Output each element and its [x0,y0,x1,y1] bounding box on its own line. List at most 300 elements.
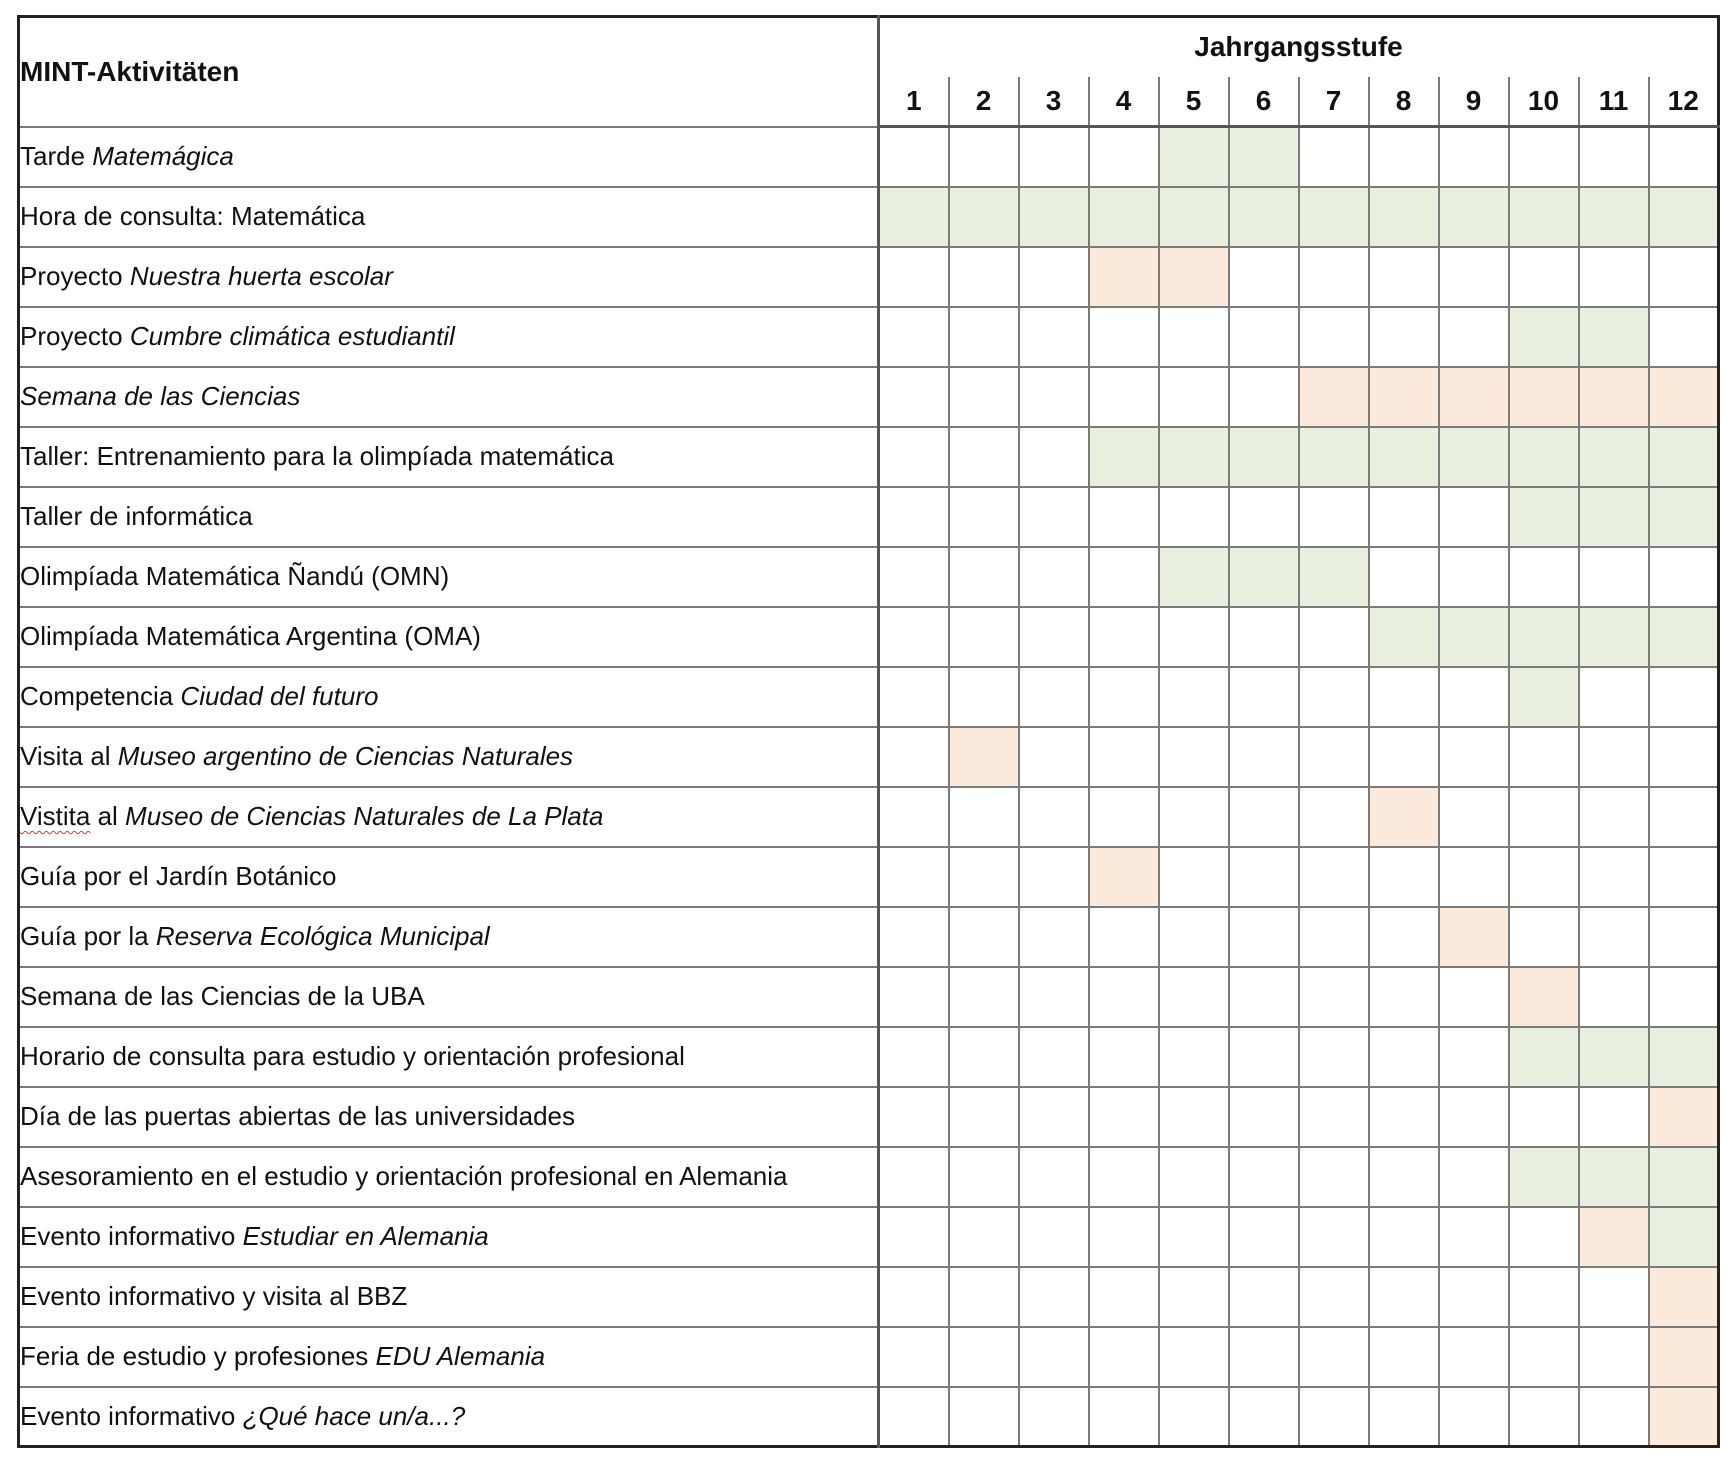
grade-cell-1 [879,487,949,547]
activity-label-italic: EDU Alemania [375,1341,546,1371]
grade-cell-3 [1019,787,1089,847]
grade-cell-5 [1159,1207,1229,1267]
grade-cell-9-green [1439,427,1509,487]
activity-label-italic: ¿Qué hace un/a...? [242,1400,466,1431]
grade-cell-11-green [1579,607,1649,667]
table-row [19,367,1719,427]
grade-cell-6 [1229,1147,1299,1207]
grade-cell-3 [1019,1267,1089,1327]
grade-cell-4 [1089,1327,1159,1387]
grade-cell-11-green [1579,487,1649,547]
grade-cell-3 [1019,127,1089,187]
grade-cell-5 [1159,1387,1229,1447]
activity-label-italic: Cumbre climática estudiantil [129,321,455,351]
activity-label [19,547,879,607]
grade-cell-2 [949,787,1019,847]
table-row [19,847,1719,907]
grade-cell-1 [879,1087,949,1147]
grade-cell-8-orange [1369,367,1439,427]
grade-group-header: Jahrgangsstufe [879,17,1719,77]
activity-label-italic: Museo de Ciencias Naturales de La Plata [125,801,604,831]
grade-cell-3 [1019,427,1089,487]
table-row [19,247,1719,307]
grade-cell-7 [1299,667,1369,727]
grade-cell-9 [1439,487,1509,547]
grade-cell-5 [1159,1027,1229,1087]
grade-cell-2 [949,247,1019,307]
activity-label-text: Guía por la [20,921,156,951]
grade-cell-3 [1019,667,1089,727]
activity-label [19,307,879,367]
mint-activities-table [17,15,1720,1448]
grade-cell-3 [1019,1387,1089,1447]
grade-cell-12-green [1649,1147,1719,1207]
activity-label [19,367,879,427]
grade-cell-7 [1299,1147,1369,1207]
grade-cell-1 [879,127,949,187]
activity-label [19,1387,879,1447]
grade-cell-9-green [1439,607,1509,667]
grade-cell-12 [1649,967,1719,1027]
grade-cell-8 [1369,487,1439,547]
activity-label [19,1027,879,1087]
grade-header-11: 11 [1579,77,1649,127]
table-row [19,1207,1719,1267]
grade-cell-8-green [1369,187,1439,247]
grade-cell-5 [1159,667,1229,727]
activity-label [19,127,879,187]
grade-cell-12-orange [1649,367,1719,427]
grade-cell-6 [1229,1087,1299,1147]
activity-label-text: Evento informativo [20,1221,243,1251]
grade-cell-9 [1439,847,1509,907]
activity-label [19,967,879,1027]
activity-rows [19,127,1719,1447]
grade-cell-11 [1579,127,1649,187]
activity-label-text: Feria de estudio y profesiones [20,1341,376,1371]
activity-label-text: Proyecto [20,321,130,351]
grade-cell-6 [1229,1327,1299,1387]
grade-cell-5 [1159,1087,1229,1147]
grade-cell-12-green [1649,1207,1719,1267]
grade-cell-11 [1579,547,1649,607]
grade-cell-12-orange [1649,1387,1719,1447]
activity-label-italic: Reserva Ecológica Municipal [155,921,490,951]
grade-cell-6 [1229,727,1299,787]
grade-cell-10 [1509,907,1579,967]
grade-cell-4 [1089,967,1159,1027]
grade-cell-6 [1229,607,1299,667]
grade-cell-12 [1649,787,1719,847]
grade-cell-10 [1509,127,1579,187]
table-row [19,1087,1719,1147]
activity-label-text: Taller de informática [20,501,253,531]
grade-cell-11-green [1579,1027,1649,1087]
activity-label-text: Tarde [20,141,93,171]
activity-label [19,847,879,907]
grade-cell-5 [1159,907,1229,967]
grade-cell-3 [1019,367,1089,427]
grade-cell-10 [1509,1207,1579,1267]
grade-cell-9 [1439,547,1509,607]
grade-cell-8 [1369,1327,1439,1387]
grade-cell-1 [879,1147,949,1207]
activity-label-text: Evento informativo [20,1400,243,1431]
activity-label-italic: Estudiar en Alemania [242,1221,489,1251]
activity-label [19,247,879,307]
grade-cell-4 [1089,667,1159,727]
grade-cell-8 [1369,667,1439,727]
grade-cell-6 [1229,847,1299,907]
grade-header-4: 4 [1089,77,1159,127]
activity-label [19,1267,879,1327]
grade-cell-11-orange [1579,367,1649,427]
table-row [19,427,1719,487]
grade-cell-10 [1509,1267,1579,1327]
activity-label [19,487,879,547]
grade-cell-10-green [1509,307,1579,367]
grade-cell-8-orange [1369,787,1439,847]
grade-cell-1 [879,607,949,667]
grade-cell-10 [1509,1327,1579,1387]
grade-cell-6 [1229,907,1299,967]
grade-cell-12 [1649,547,1719,607]
grade-cell-9-orange [1439,367,1509,427]
activity-label-italic: Matemágica [92,141,234,171]
activity-label-text: Día de las puertas abiertas de las universidades [20,1101,575,1131]
grade-cell-10-green [1509,667,1579,727]
grade-cell-9-green [1439,187,1509,247]
grade-cell-1 [879,367,949,427]
grade-cell-2-orange [949,727,1019,787]
activity-label [19,667,879,727]
grade-cell-4 [1089,787,1159,847]
grade-cell-2 [949,307,1019,367]
grade-cell-9 [1439,247,1509,307]
grade-cell-11-green [1579,1147,1649,1207]
grade-cell-7-green [1299,427,1369,487]
grade-cell-11 [1579,1387,1649,1447]
grade-cell-7 [1299,1327,1369,1387]
grade-cell-10-green [1509,427,1579,487]
grade-cell-4 [1089,547,1159,607]
grade-header-1: 1 [879,77,949,127]
grade-cell-2 [949,1327,1019,1387]
grade-cell-1 [879,247,949,307]
grade-cell-10 [1509,847,1579,907]
grade-header-9: 9 [1439,77,1509,127]
grade-cell-1 [879,1327,949,1387]
grade-cell-12 [1649,247,1719,307]
grade-cell-5 [1159,727,1229,787]
grade-cell-8 [1369,847,1439,907]
activity-label-text: Evento informativo y visita al BBZ [20,1281,408,1311]
grade-cell-12-green [1649,187,1719,247]
grade-cell-12 [1649,847,1719,907]
grade-cell-8 [1369,1027,1439,1087]
grade-cell-12 [1649,727,1719,787]
table-row [19,1387,1719,1447]
grade-cell-11 [1579,727,1649,787]
grade-cell-4-orange [1089,847,1159,907]
grade-cell-6-green [1229,187,1299,247]
grade-cell-7 [1299,307,1369,367]
table-row [19,1027,1719,1087]
grade-cell-2 [949,1087,1019,1147]
activity-label [19,787,879,847]
grade-cell-8 [1369,727,1439,787]
activity-label [19,1327,879,1387]
grade-cell-4 [1089,727,1159,787]
grade-cell-2 [949,1207,1019,1267]
grade-cell-12 [1649,307,1719,367]
grade-cell-9 [1439,1327,1509,1387]
grade-cell-7 [1299,847,1369,907]
grade-cell-2-green [949,187,1019,247]
activity-label-text: Proyecto [20,261,130,291]
activity-label-text: Horario de consulta para estudio y orientación profesional [20,1041,685,1071]
activity-label [19,1087,879,1147]
grade-cell-5-green [1159,427,1229,487]
grade-cell-3 [1019,1327,1089,1387]
grade-cell-9-orange [1439,907,1509,967]
grade-cell-8 [1369,907,1439,967]
grade-cell-1 [879,667,949,727]
grade-cell-4 [1089,1387,1159,1447]
grade-cell-12-orange [1649,1087,1719,1147]
header-row-top [19,17,1719,77]
grade-cell-5 [1159,487,1229,547]
grade-cell-7-green [1299,547,1369,607]
activity-label-text: Taller: Entrenamiento para la olimpíada matemática [20,441,614,471]
activity-label-italic: Museo argentino de Ciencias Naturales [117,741,574,771]
grade-cell-7 [1299,1087,1369,1147]
grade-cell-3 [1019,1027,1089,1087]
grade-cell-10-orange [1509,367,1579,427]
grade-cell-2 [949,847,1019,907]
table-row [19,1147,1719,1207]
grade-cell-11-orange [1579,1207,1649,1267]
table-row [19,1267,1719,1327]
grade-cell-9 [1439,1027,1509,1087]
grade-cell-3 [1019,547,1089,607]
grade-cell-4 [1089,1207,1159,1267]
grade-cell-3 [1019,247,1089,307]
grade-cell-7-orange [1299,367,1369,427]
activity-label [19,187,879,247]
grade-cell-7 [1299,967,1369,1027]
grade-cell-10-green [1509,1147,1579,1207]
grade-cell-2 [949,427,1019,487]
grade-cell-2 [949,1147,1019,1207]
activity-label-text: Vistita [20,801,91,831]
grade-cell-1 [879,967,949,1027]
grade-cell-5 [1159,967,1229,1027]
grade-cell-4 [1089,1147,1159,1207]
grade-cell-3 [1019,1087,1089,1147]
grade-cell-6 [1229,967,1299,1027]
grade-cell-1 [879,907,949,967]
grade-cell-2 [949,487,1019,547]
grade-cell-9 [1439,1207,1509,1267]
grade-cell-2 [949,127,1019,187]
grade-cell-10 [1509,727,1579,787]
grade-cell-12-orange [1649,1267,1719,1327]
activity-label-text: Semana de las Ciencias de la UBA [20,981,425,1011]
grade-cell-5 [1159,787,1229,847]
grade-cell-1 [879,1267,949,1327]
grade-cell-4 [1089,1027,1159,1087]
grade-cell-3 [1019,487,1089,547]
grade-cell-2 [949,367,1019,427]
table-row [19,547,1719,607]
grade-cell-12 [1649,127,1719,187]
grade-cell-9 [1439,727,1509,787]
grade-cell-8 [1369,967,1439,1027]
grade-cell-10 [1509,1087,1579,1147]
table-row [19,787,1719,847]
grade-cell-3 [1019,307,1089,367]
grade-cell-5-orange [1159,247,1229,307]
activity-label [19,907,879,967]
grade-cell-4 [1089,127,1159,187]
grade-cell-7 [1299,787,1369,847]
activity-label [19,427,879,487]
grade-cell-9 [1439,307,1509,367]
grade-header-5: 5 [1159,77,1229,127]
activity-label-text: Visita al [20,741,118,771]
grade-cell-5 [1159,307,1229,367]
grade-cell-11-green [1579,187,1649,247]
grade-cell-11 [1579,847,1649,907]
table-row [19,907,1719,967]
grade-cell-11-green [1579,427,1649,487]
grade-cell-11 [1579,787,1649,847]
grade-cell-11 [1579,1327,1649,1387]
activity-label [19,607,879,667]
grade-cell-6 [1229,247,1299,307]
grade-cell-3 [1019,607,1089,667]
grade-cell-9 [1439,1147,1509,1207]
grade-cell-5-green [1159,547,1229,607]
grade-cell-9 [1439,1387,1509,1447]
grade-cell-3 [1019,907,1089,967]
grade-cell-12-green [1649,427,1719,487]
grade-cell-8 [1369,1207,1439,1267]
grade-cell-6 [1229,1207,1299,1267]
grade-cell-1-green [879,187,949,247]
table-row [19,487,1719,547]
grade-cell-6 [1229,307,1299,367]
grade-cell-6 [1229,787,1299,847]
grade-cell-5 [1159,607,1229,667]
grade-cell-4 [1089,1267,1159,1327]
grade-cell-8 [1369,1267,1439,1327]
grade-cell-10-green [1509,607,1579,667]
grade-cell-5-green [1159,127,1229,187]
grade-cell-5 [1159,367,1229,427]
grade-cell-12 [1649,667,1719,727]
grade-cell-2 [949,547,1019,607]
activity-label [19,727,879,787]
grade-cell-5 [1159,1327,1229,1387]
grade-cell-11 [1579,1087,1649,1147]
grade-cell-2 [949,667,1019,727]
grade-cell-1 [879,1387,949,1447]
grade-cell-6-green [1229,127,1299,187]
grade-cell-8 [1369,1087,1439,1147]
grade-cell-8 [1369,547,1439,607]
grade-cell-1 [879,847,949,907]
grade-cell-4 [1089,607,1159,667]
grade-header-3: 3 [1019,77,1089,127]
grade-header-7: 7 [1299,77,1369,127]
grade-cell-6 [1229,367,1299,427]
grade-cell-1 [879,1027,949,1087]
activity-label-text: Olimpíada Matemática Ñandú (OMN) [20,561,450,591]
table-row [19,1327,1719,1387]
grade-cell-7 [1299,1027,1369,1087]
grade-cell-3 [1019,727,1089,787]
activity-label-text: Hora de consulta: Matemática [20,201,366,231]
grade-cell-5 [1159,847,1229,907]
grade-cell-6 [1229,1387,1299,1447]
grade-cell-9 [1439,787,1509,847]
grade-cell-7 [1299,1267,1369,1327]
grade-cell-8 [1369,247,1439,307]
grade-header-8: 8 [1369,77,1439,127]
grade-cell-2 [949,1387,1019,1447]
grade-cell-8 [1369,1387,1439,1447]
grade-cell-1 [879,1207,949,1267]
grade-cell-3 [1019,1207,1089,1267]
grade-cell-8 [1369,127,1439,187]
grade-cell-7 [1299,1207,1369,1267]
activity-label [19,1207,879,1267]
grade-cell-1 [879,427,949,487]
activity-label-text: Competencia [20,681,181,711]
table-row [19,607,1719,667]
table-row [19,127,1719,187]
grade-cell-11 [1579,967,1649,1027]
grade-cell-10 [1509,247,1579,307]
grade-cell-2 [949,967,1019,1027]
table-row [19,187,1719,247]
activity-label-italic: Ciudad del futuro [180,681,379,711]
grade-cell-4 [1089,1087,1159,1147]
grade-header-6: 6 [1229,77,1299,127]
grade-cell-5 [1159,1267,1229,1327]
activity-label-text: al [90,801,126,831]
grade-cell-11 [1579,247,1649,307]
grade-cell-6 [1229,487,1299,547]
table-row [19,967,1719,1027]
grade-cell-7 [1299,607,1369,667]
grade-cell-3-green [1019,187,1089,247]
grade-cell-9 [1439,967,1509,1027]
grade-cell-11 [1579,907,1649,967]
grade-cell-7 [1299,907,1369,967]
grade-cell-8 [1369,307,1439,367]
grade-cell-10-orange [1509,967,1579,1027]
grade-cell-12 [1649,907,1719,967]
grade-cell-1 [879,727,949,787]
grade-cell-7 [1299,1387,1369,1447]
grade-cell-3 [1019,847,1089,907]
grade-header-10: 10 [1509,77,1579,127]
table-row [19,727,1719,787]
grade-cell-7 [1299,487,1369,547]
